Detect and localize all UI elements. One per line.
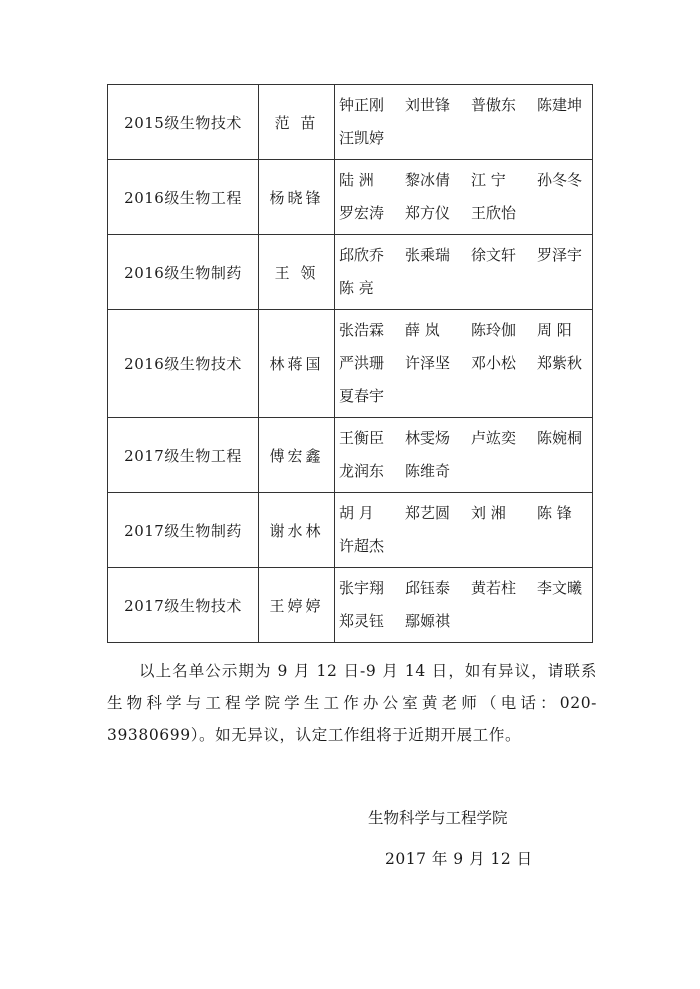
member-name: 严洪珊 <box>339 354 385 372</box>
member-name: 罗宏涛 <box>339 204 385 222</box>
member-name: 邱钰泰 <box>405 579 451 597</box>
member-name: 汪凯婷 <box>339 129 385 147</box>
member-name: 陈 锋 <box>537 504 572 522</box>
class-name-cell: 2015级生物技术 <box>108 85 259 160</box>
member-line <box>339 197 588 230</box>
member-name: 邱欣乔 <box>339 246 385 264</box>
member-name: 陆 洲 <box>339 171 374 189</box>
members-cell <box>335 85 593 160</box>
table-row <box>108 568 593 643</box>
advisor-cell: 范 苗 <box>259 85 335 160</box>
member-line <box>339 164 588 197</box>
member-name: 邓小松 <box>471 354 517 372</box>
class-name-cell: 2016级生物工程 <box>108 160 259 235</box>
member-line <box>339 122 588 155</box>
advisor-cell: 林蒋国 <box>259 310 335 418</box>
table-row <box>108 418 593 493</box>
members-cell <box>335 493 593 568</box>
class-name-cell: 2017级生物技术 <box>108 568 259 643</box>
member-line <box>339 314 588 347</box>
member-name: 胡 月 <box>339 504 374 522</box>
member-name: 罗泽宇 <box>537 246 583 264</box>
member-line <box>339 497 588 530</box>
class-name-cell: 2017级生物制药 <box>108 493 259 568</box>
table-row <box>108 85 593 160</box>
table-row <box>108 160 593 235</box>
member-line <box>339 455 588 488</box>
member-name: 黄若柱 <box>471 579 517 597</box>
advisor-cell: 杨晓锋 <box>259 160 335 235</box>
member-name: 夏春宇 <box>339 387 385 405</box>
member-line <box>339 530 588 563</box>
member-name: 王欣怡 <box>471 204 517 222</box>
member-name: 郑紫秋 <box>537 354 583 372</box>
class-name-cell: 2016级生物技术 <box>108 310 259 418</box>
member-name: 周 阳 <box>537 321 572 339</box>
members-cell <box>335 568 593 643</box>
member-line <box>339 605 588 638</box>
member-name: 郑方仪 <box>405 204 451 222</box>
member-name: 薛 岚 <box>405 321 440 339</box>
signature-date: 2017 年 9 月 12 日 <box>385 850 533 868</box>
member-name: 卢竑奕 <box>471 429 517 447</box>
member-line <box>339 422 588 455</box>
advisor-cell: 傅宏鑫 <box>259 418 335 493</box>
advisor-cell: 王 领 <box>259 235 335 310</box>
member-line <box>339 272 588 305</box>
member-name: 陈维奇 <box>405 462 451 480</box>
members-cell <box>335 160 593 235</box>
member-name: 鄢嫄祺 <box>405 612 451 630</box>
signature-organization: 生物科学与工程学院 <box>368 809 508 827</box>
member-name: 郑艺圆 <box>405 504 451 522</box>
member-name: 陈 亮 <box>339 279 374 297</box>
members-cell <box>335 418 593 493</box>
member-name: 徐文轩 <box>471 246 517 264</box>
member-name: 王衡臣 <box>339 429 385 447</box>
member-line <box>339 239 588 272</box>
member-name: 陈玲伽 <box>471 321 517 339</box>
member-name: 孙冬冬 <box>537 171 583 189</box>
member-name: 普傲东 <box>471 96 517 114</box>
members-cell <box>335 310 593 418</box>
member-name: 刘世锋 <box>405 96 451 114</box>
member-name: 张宇翔 <box>339 579 385 597</box>
member-name: 龙润东 <box>339 462 385 480</box>
advisor-cell: 谢水林 <box>259 493 335 568</box>
member-name: 张乘瑞 <box>405 246 451 264</box>
advisor-cell: 王婷婷 <box>259 568 335 643</box>
member-name: 李文曦 <box>537 579 583 597</box>
member-line <box>339 380 588 413</box>
class-name-cell: 2017级生物工程 <box>108 418 259 493</box>
member-name: 陈建坤 <box>537 96 583 114</box>
member-name: 郑灵钰 <box>339 612 385 630</box>
notice-paragraph: 以上名单公示期为 9 月 12 日-9 月 14 日，如有异议，请联系生物科学与工程学院学生工作办公室黄老师（电话：020-39380699）。如无异议，认定工作组将于近期开展工作。 <box>107 662 597 744</box>
member-name: 黎冰倩 <box>405 171 451 189</box>
class-name-cell: 2016级生物制药 <box>108 235 259 310</box>
table-row <box>108 493 593 568</box>
member-line <box>339 89 588 122</box>
member-name: 张浩霖 <box>339 321 385 339</box>
table-row <box>108 235 593 310</box>
member-line <box>339 572 588 605</box>
member-name: 刘 湘 <box>471 504 506 522</box>
table-row <box>108 310 593 418</box>
member-name: 许超杰 <box>339 537 385 555</box>
roster-table-body <box>108 85 593 643</box>
member-line <box>339 347 588 380</box>
roster-table <box>107 84 593 643</box>
members-cell <box>335 235 593 310</box>
member-name: 许泽坚 <box>405 354 451 372</box>
member-name: 钟正刚 <box>339 96 385 114</box>
member-name: 林雯炀 <box>405 429 451 447</box>
member-name: 江 宁 <box>471 171 506 189</box>
member-name: 陈婉桐 <box>537 429 583 447</box>
